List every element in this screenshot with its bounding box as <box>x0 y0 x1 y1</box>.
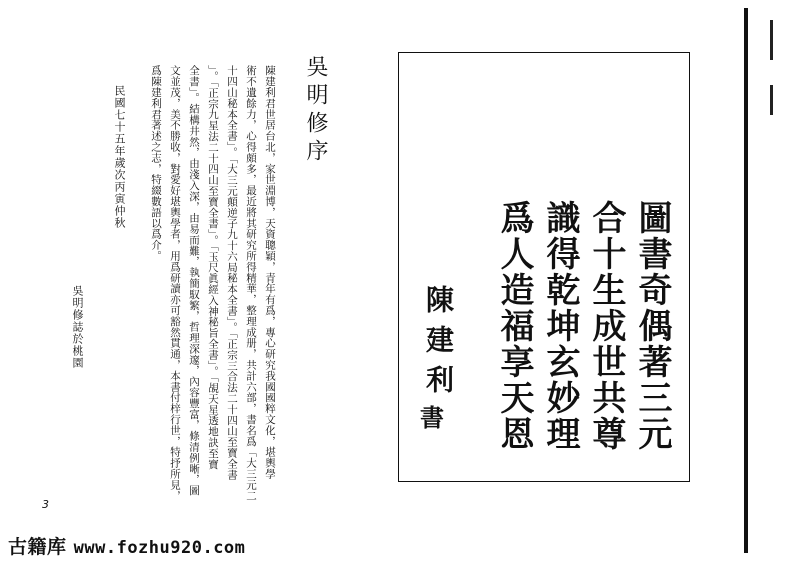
calligraphy-author: 陳建利 <box>422 285 455 405</box>
binding-mark <box>770 20 773 60</box>
poem-line-3: 識得乾坤玄妙理 <box>540 200 580 452</box>
preface-date: 民國七十五年歲次丙寅仲秋 <box>113 85 126 229</box>
binding-edge <box>744 8 748 553</box>
preface-column-5: 全書」。結構井然，由淺入深，由易而難，執簡馭繁，哲理深邃，內容豐富，條清例晰，圖 <box>188 65 200 496</box>
preface-column-7: 爲陳建利君著述之志，特綴數語以爲介。 <box>150 65 162 262</box>
poem-line-1: 圖書奇偶著三元 <box>632 200 672 452</box>
preface-column-6: 文並茂，美不勝收，對愛好堪輿學者，用爲研讀亦可豁然貫通，本書付梓行世，特抒所見， <box>169 65 181 501</box>
watermark-url: www.fozhu920.com <box>73 538 246 558</box>
preface-title: 吳明修序 <box>303 55 328 167</box>
preface-column-4: 」。「正宗九星法二十四山至寶全書」。「玉尺眞經入神秘旨全書」。「覘天星透地訣至寶 <box>207 65 219 470</box>
watermark <box>8 532 245 559</box>
preface-column-3: 十四山秘本全書」。「大三元顛逆子九十六局秘本全書」。「正宗三合法二十四山至寶全書 <box>226 65 238 480</box>
preface-column-2: 術不遺餘力，心得頗多，最近將其研究所得精華，整理成册，共計六部，書名爲「大三元二 <box>245 65 257 501</box>
preface-signature: 吳明修誌於桃園 <box>71 285 84 369</box>
calligraphy-written-mark: 書 <box>420 404 444 432</box>
poem-line-2: 合十生成世共尊 <box>586 200 626 452</box>
poem-line-4: 爲人造福享天恩 <box>494 200 534 452</box>
preface-column-1: 陳建利君世居台北，家世淵博，天資聰穎，青年有爲，專心研究我國國粹文化，堪輿學 <box>264 65 276 480</box>
page-number: 3 <box>42 498 49 511</box>
binding-mark <box>770 85 773 115</box>
watermark-label: 古籍库 <box>8 536 67 558</box>
